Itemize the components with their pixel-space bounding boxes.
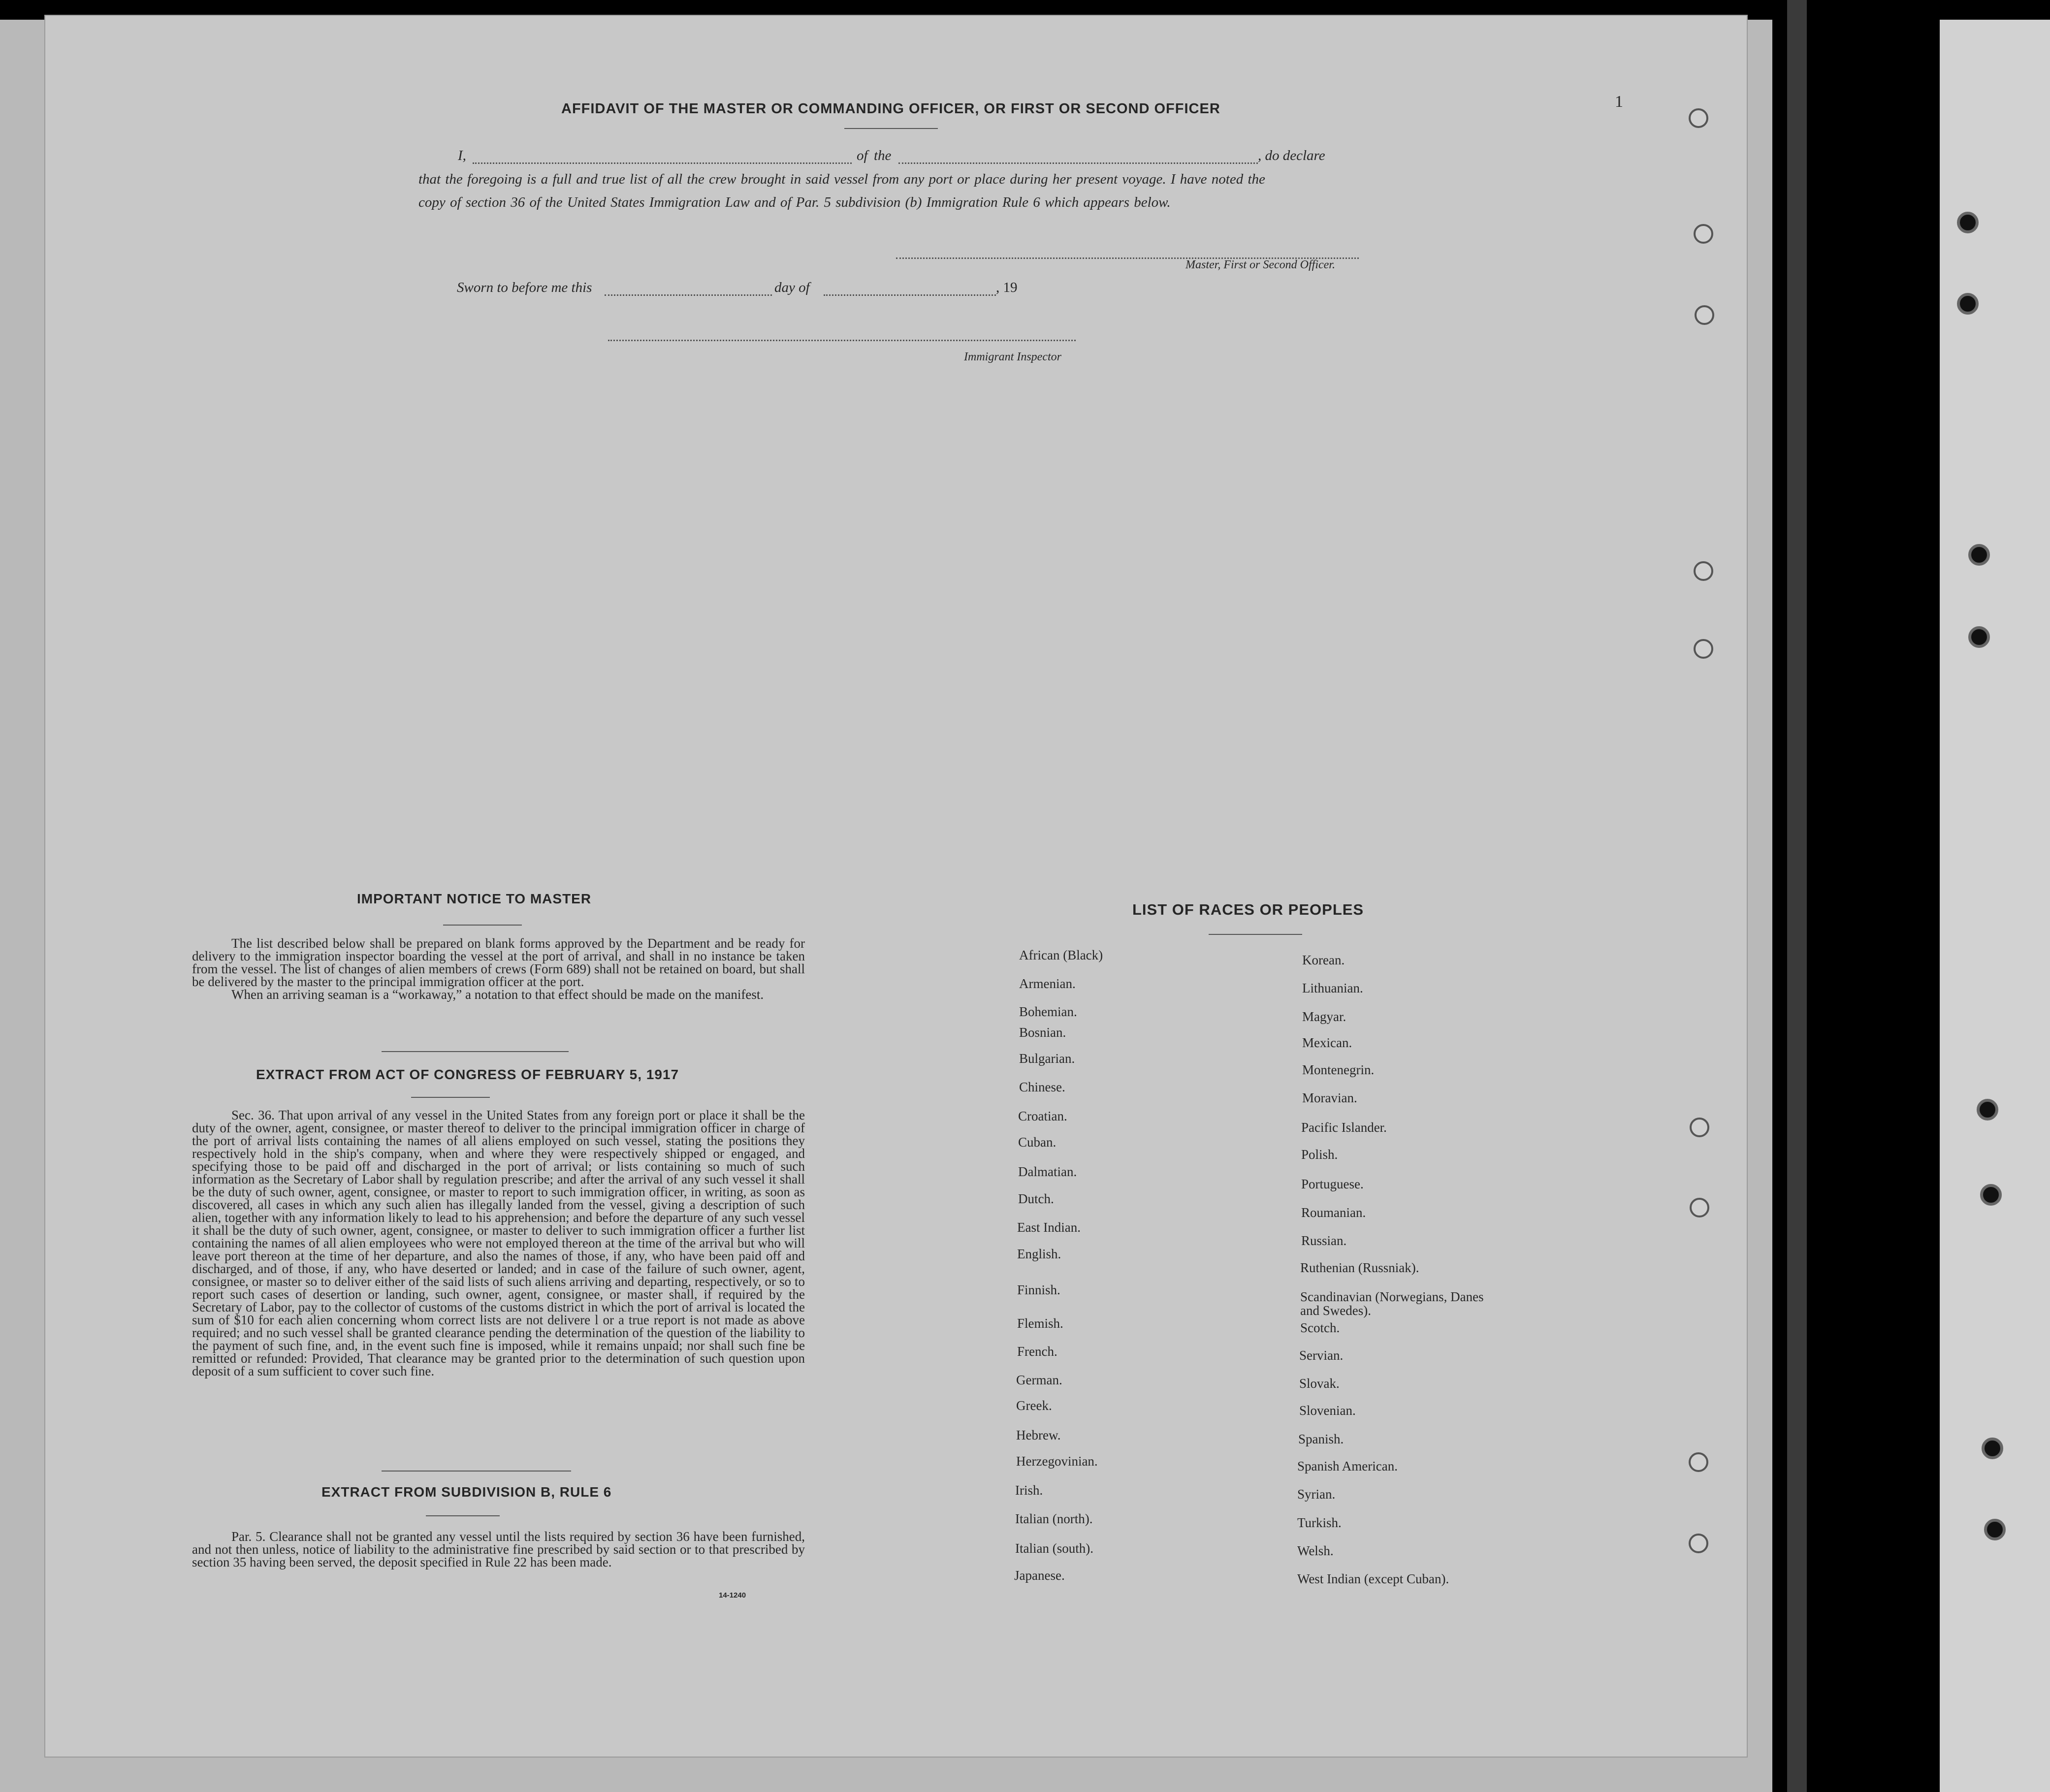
- manifest-page: [44, 15, 1748, 1758]
- race-item: Pacific Islander.: [1301, 1120, 1387, 1135]
- act-body: [192, 1109, 805, 1377]
- race-item: Italian (north).: [1015, 1511, 1093, 1526]
- binder-hole-icon: [1982, 1438, 2003, 1459]
- race-item: Roumanian.: [1301, 1205, 1366, 1220]
- race-item: Slovak.: [1299, 1376, 1340, 1391]
- notice-underline: [443, 925, 522, 926]
- race-item: Scandinavian (Norwegians, Danes and Swedes).: [1300, 1289, 1484, 1318]
- race-item: Bohemian.: [1019, 1004, 1077, 1019]
- act-text: Sec. 36. That upon arrival of any vessel in the United States from any foreign port or place it shall be the duty of the owner, agent, consignee, or master thereof to deliver to the principal immigration officer in charge of the port of arrival lists containing the names of all aliens employed on such vessel, stating the positions they respectively hold in the ship's company, when and where they were respectively shipped or engaged, and specifying those to be paid off and discharged in the port of arrival; or lists containing so much of such information as the Secretary of Labor shall by regulation prescribe; and after the arrival of any such vessel it shall be the duty of such owner, agent, consignee, or master to report to such immigration officer, in writing, as soon as discovered, all cases in which any such alien has illegally landed from the vessel, giving a description of such alien, together with any information likely to lead to his apprehension; and before the departure of any such vessel it shall be the duty of such owner, agent, consignee, or master to deliver to such immigration officer a further list containing the names of all alien employees who were not employed thereon at the time of the arrival but who will leave port thereon at the time of her departure, and also the names of those, if any, who have been paid off and discharged, and of those, if any, who have deserted or landed; and in case of the failure of such owner, agent, consignee, or master so to deliver either of the said lists of such aliens arriving and departing, respectively, or so to report such cases of desertion or landing, such owner, agent, consignee, or master shall, if required by the Secretary of Labor, pay to the collector of customs of the customs district in which the port of arrival is located the sum of $10 for each alien concerning whom correct lists are not delivere l or a true report is not made as above required; and no such vessel shall be granted clearance pending the determination of the question of the liability to the payment of such fine, and, in the event such fine is imposed, while it remains unpaid; nor shall such fine be remitted or refunded: Provided, That clearance may be granted prior to the determination of such question upon deposit of a sum sufficient to cover such fine.: [192, 1108, 805, 1378]
- race-item: Slovenian.: [1299, 1403, 1356, 1418]
- race-item: Flemish.: [1017, 1316, 1063, 1331]
- race-item: Montenegrin.: [1302, 1062, 1375, 1077]
- declaration-end: , do declare: [1258, 148, 1325, 163]
- race-item: Bosnian.: [1019, 1025, 1066, 1040]
- act-title: EXTRACT FROM ACT OF CONGRESS OF FEBRUARY 5, 1917: [256, 1067, 679, 1082]
- notice-body: [192, 937, 805, 1001]
- sworn-year: , 19: [996, 280, 1018, 295]
- race-item: English.: [1017, 1247, 1061, 1261]
- race-item: Spanish American.: [1297, 1459, 1398, 1473]
- race-item: Mexican.: [1302, 1035, 1352, 1050]
- race-item: Croatian.: [1018, 1109, 1067, 1123]
- notice-para-2: When an arriving seaman is a “workaway,” a notation to that effect should be made on the manifest.: [231, 987, 764, 1002]
- section-divider: [382, 1051, 569, 1052]
- race-item: Korean.: [1302, 953, 1345, 967]
- race-item: Dutch.: [1018, 1191, 1054, 1206]
- race-item: Armenian.: [1019, 976, 1076, 991]
- race-item: Spanish.: [1298, 1432, 1344, 1446]
- binder-hole-icon: [1968, 544, 1990, 566]
- form-code: 14-1240: [719, 1591, 746, 1600]
- declaration-of: of: [857, 148, 868, 163]
- notice-title: IMPORTANT NOTICE TO MASTER: [357, 891, 592, 906]
- page-number: 1: [1615, 93, 1623, 111]
- title-underline: [844, 128, 938, 129]
- sworn-day-of: day of: [774, 280, 810, 295]
- race-item: East Indian.: [1017, 1220, 1081, 1235]
- notice-para-1: The list described below shall be prepared on blank forms approved by the Department and be ready for delivery to the immigration inspector boarding the vessel at the port of arrival, and shall in no instance be taken from the vessel. The list of changes of alien members of crews (Form 689) shall not be retained on board, but shall be delivered by the master to the principal immigration officer at the port.: [192, 936, 805, 989]
- punch-hole-icon: [1694, 224, 1713, 244]
- race-item: Dalmatian.: [1018, 1164, 1077, 1179]
- sworn-line: [457, 280, 1048, 299]
- rule-text: Par. 5. Clearance shall not be granted any vessel until the lists required by section 36 have been furnished, and not then unless, notice of liability to the administrative fine prescribed by said section or to that prescribed by section 35 having been served, the deposit specified in Rule 22 has been made.: [192, 1529, 805, 1569]
- race-item: Irish.: [1015, 1483, 1043, 1498]
- punch-hole-icon: [1694, 639, 1713, 659]
- sworn-month-field[interactable]: [824, 285, 996, 296]
- race-item: Ruthenian (Russniak).: [1300, 1260, 1419, 1275]
- declaration-the: the: [874, 148, 892, 163]
- inspector-label: Immigrant Inspector: [964, 351, 1061, 363]
- race-item: Lithuanian.: [1302, 981, 1363, 995]
- races-title: LIST OF RACES OR PEOPLES: [1132, 901, 1364, 918]
- race-item: Herzegovinian.: [1016, 1454, 1098, 1469]
- rule-body: [192, 1530, 805, 1568]
- punch-hole-icon: [1689, 108, 1708, 128]
- rule-underline: [426, 1515, 500, 1516]
- binder-hole-icon: [1957, 293, 1979, 315]
- rule-title: EXTRACT FROM SUBDIVISION B, RULE 6: [321, 1484, 612, 1500]
- race-item: Russian.: [1301, 1233, 1347, 1248]
- officer-signature-label: Master, First or Second Officer.: [1185, 258, 1335, 271]
- binder-hole-icon: [1984, 1519, 2006, 1540]
- race-item: Polish.: [1301, 1147, 1338, 1162]
- race-item: Hebrew.: [1016, 1428, 1061, 1442]
- binding-edge: [1787, 0, 1807, 1792]
- race-item: Moravian.: [1302, 1090, 1357, 1105]
- race-item: Magyar.: [1302, 1009, 1346, 1024]
- declaration-line-1: [458, 148, 1418, 167]
- punch-hole-icon: [1690, 1118, 1709, 1137]
- race-item: Greek.: [1016, 1398, 1052, 1413]
- declaration-i: I,: [458, 148, 466, 163]
- binder-hole-icon: [1977, 1099, 1998, 1120]
- races-underline: [1209, 934, 1302, 935]
- race-item: French.: [1017, 1344, 1057, 1359]
- punch-hole-icon: [1689, 1534, 1708, 1553]
- vessel-field[interactable]: [898, 153, 1258, 164]
- punch-hole-icon: [1689, 1452, 1708, 1472]
- binder-hole-icon: [1968, 626, 1990, 648]
- race-item: Scotch.: [1300, 1320, 1340, 1335]
- race-item: Bulgarian.: [1019, 1051, 1075, 1066]
- race-item: Welsh.: [1297, 1543, 1334, 1558]
- race-item: German.: [1016, 1373, 1062, 1387]
- name-field[interactable]: [473, 153, 852, 164]
- race-item: African (Black): [1019, 948, 1103, 962]
- race-item: Servian.: [1299, 1348, 1344, 1363]
- race-item: West Indian (except Cuban).: [1297, 1571, 1449, 1586]
- punch-hole-icon: [1690, 1198, 1709, 1217]
- binder-hole-icon: [1957, 212, 1979, 233]
- declaration-line-2: that the foregoing is a full and true list of all the crew brought in said vessel from any port or place during her present voyage. I have noted the: [418, 171, 1265, 187]
- race-item: Turkish.: [1297, 1515, 1342, 1530]
- race-item: Syrian.: [1297, 1487, 1336, 1502]
- sworn-day-field[interactable]: [605, 285, 772, 296]
- inspector-signature-line[interactable]: [608, 337, 1076, 341]
- declaration-line-3: copy of section 36 of the United States Immigration Law and of Par. 5 subdivision (b) Immigration Rule 6 which appears below.: [418, 194, 1171, 210]
- punch-hole-icon: [1695, 305, 1714, 325]
- binder-hole-icon: [1980, 1184, 2002, 1206]
- race-item: Italian (south).: [1015, 1541, 1093, 1556]
- race-item: Cuban.: [1018, 1135, 1057, 1150]
- race-item: Portuguese.: [1301, 1177, 1364, 1191]
- affidavit-title: AFFIDAVIT OF THE MASTER OR COMMANDING OFFICER, OR FIRST OR SECOND OFFICER: [561, 101, 1220, 117]
- section-divider: [382, 1471, 571, 1472]
- act-underline: [411, 1097, 490, 1098]
- sworn-start: Sworn to before me this: [457, 280, 592, 295]
- punch-hole-icon: [1694, 561, 1713, 581]
- race-item: Finnish.: [1017, 1282, 1060, 1297]
- race-item: Japanese.: [1014, 1568, 1065, 1583]
- race-item: Chinese.: [1019, 1080, 1065, 1094]
